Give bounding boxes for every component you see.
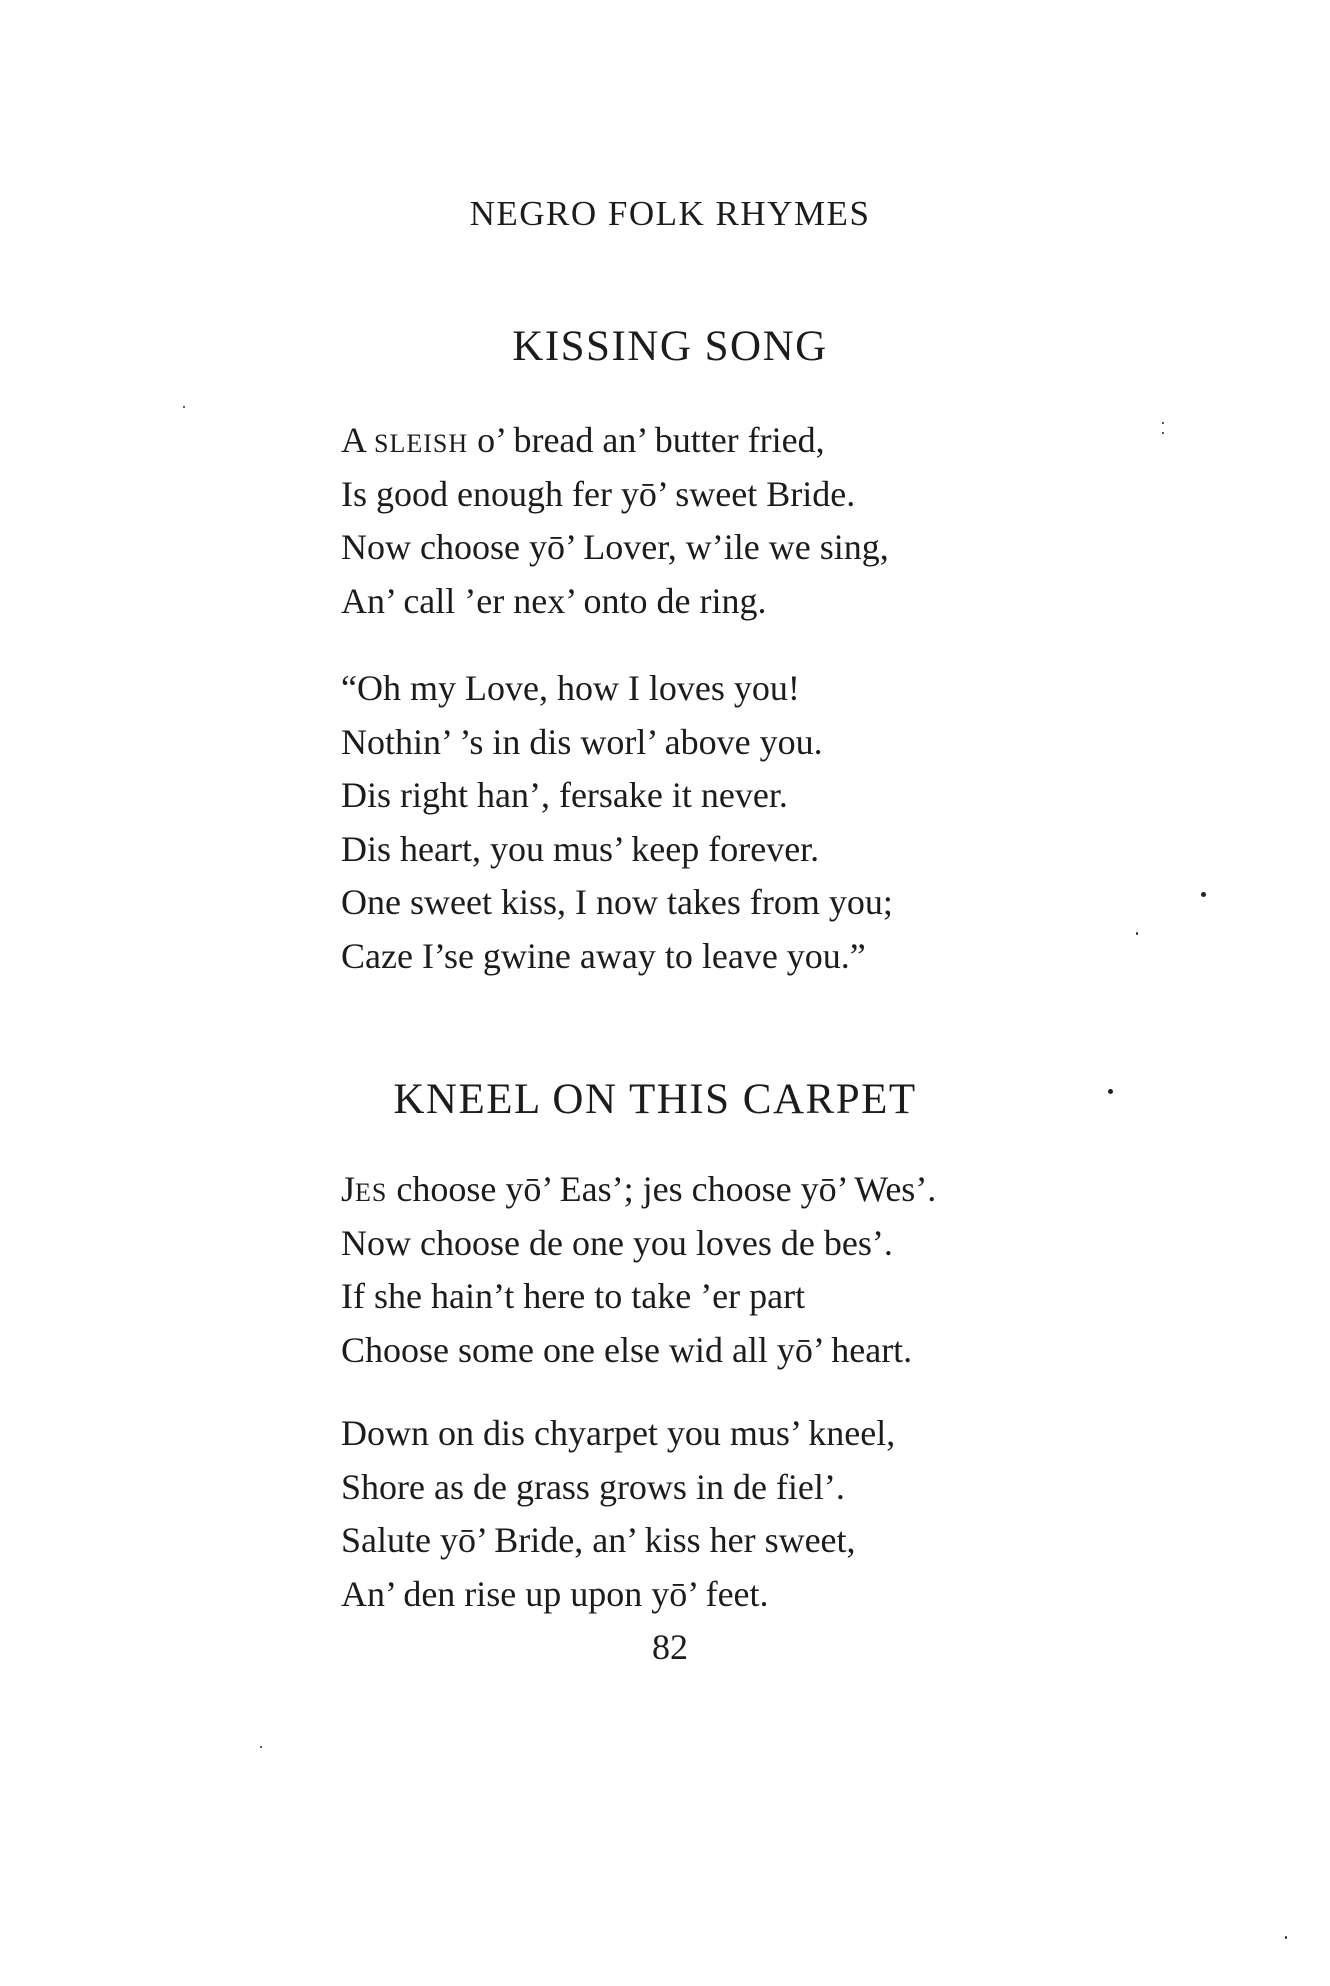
verse-line: Salute yō’ Bride, an’ kiss her sweet, xyxy=(341,1520,856,1560)
line-lead: J xyxy=(341,1169,356,1209)
verse-line: An’ den rise up upon yō’ feet. xyxy=(341,1573,769,1614)
verse-line: Shore as de grass grows in de fiel’. xyxy=(341,1466,845,1507)
verse-line: Choose some one else wid all yō’ heart. xyxy=(341,1329,913,1370)
poem-title-kissing-song: KISSING SONG xyxy=(512,323,828,370)
verse-line: One sweet kiss, I now takes from you; xyxy=(341,882,893,922)
verse-line: “Oh my Love, how I loves you! xyxy=(341,668,800,708)
verse-line: If she hain’t here to take ’er part xyxy=(341,1276,806,1316)
stanza xyxy=(341,1163,1101,1377)
verse-line xyxy=(341,414,1101,468)
line-lead: A xyxy=(341,420,375,460)
scan-speck xyxy=(1285,1936,1287,1939)
small-caps-opening: ES xyxy=(355,1178,388,1207)
verse-line: Now choose de one you loves de bes’. xyxy=(341,1222,893,1263)
scan-speck xyxy=(1136,932,1138,935)
verse-line: Now choose yō’ Lover, w’ile we sing, xyxy=(341,527,889,567)
verse-line xyxy=(341,1163,1101,1217)
poem-title-kneel-on-this-carpet: KNEEL ON THIS CARPET xyxy=(393,1076,917,1123)
verse-line: Down on dis chyarpet you mus’ kneel, xyxy=(341,1413,896,1453)
line-rest: choose yō’ Eas’; jes choose yō’ Wes’. xyxy=(387,1169,937,1209)
verse-line: Dis heart, you mus’ keep forever. xyxy=(341,828,820,869)
scan-speck xyxy=(1108,1089,1113,1094)
stanza xyxy=(341,414,1101,628)
scan-speck xyxy=(1162,432,1164,434)
stanza xyxy=(341,1407,1101,1621)
scan-speck xyxy=(260,1746,262,1748)
verse-line: Caze I’se gwine away to leave you.” xyxy=(341,935,866,976)
verse-line: Is good enough fer yō’ sweet Bride. xyxy=(341,473,856,514)
stanza xyxy=(341,662,1101,983)
line-rest: o’ bread an’ butter fried, xyxy=(468,420,825,460)
verse-line: An’ call ’er nex’ onto de ring. xyxy=(341,580,767,621)
page-number: 82 xyxy=(652,1627,688,1667)
small-caps-opening: SLEISH xyxy=(374,429,469,458)
scan-speck xyxy=(1201,892,1206,897)
verse-line: Dis right han’, fersake it never. xyxy=(341,775,788,815)
verse-line: Nothin’ ’s in dis worl’ above you. xyxy=(341,721,823,762)
scan-speck xyxy=(1162,422,1164,424)
scan-speck xyxy=(183,406,185,408)
running-head: NEGRO FOLK RHYMES xyxy=(469,194,871,233)
